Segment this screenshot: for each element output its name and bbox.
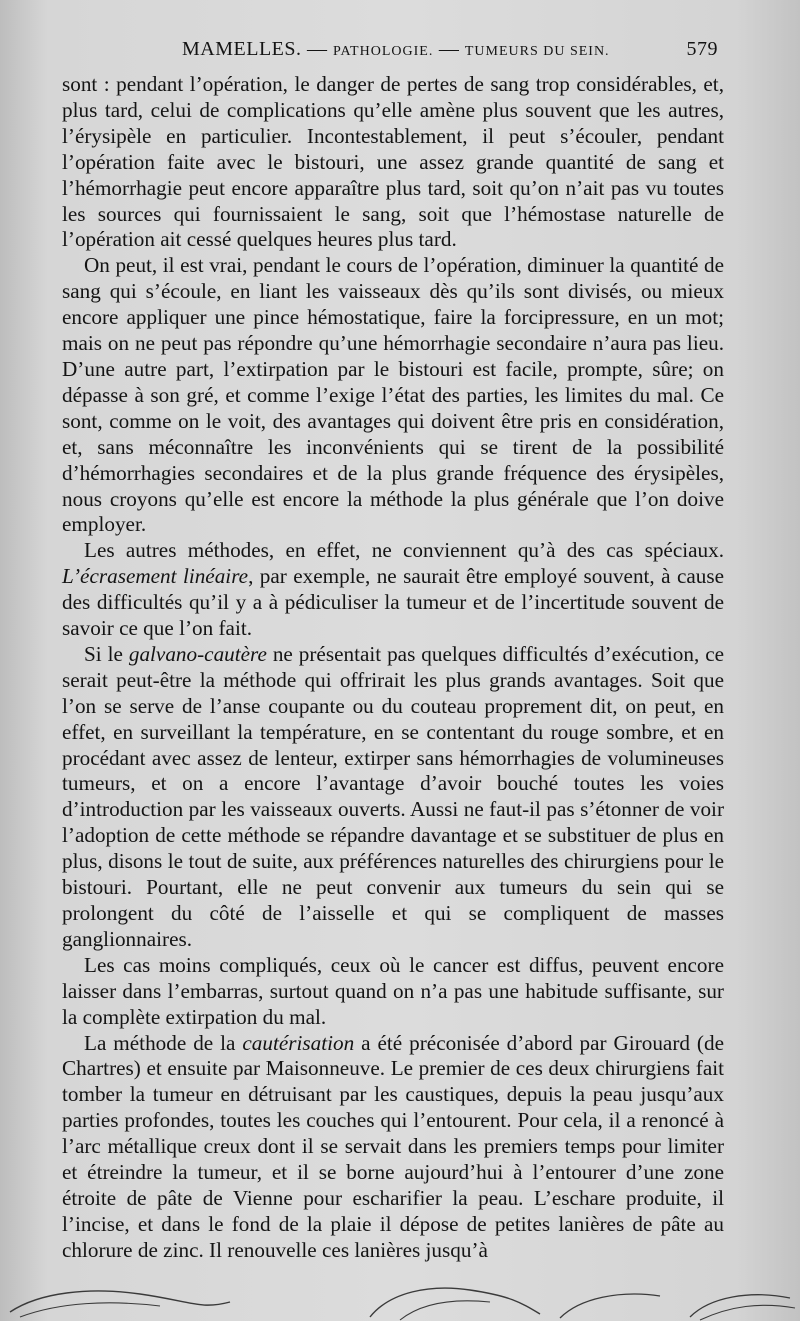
- header-dash-1: —: [301, 38, 333, 60]
- running-title: [182, 38, 610, 61]
- running-header: [62, 38, 718, 66]
- paragraph-4: [62, 642, 724, 953]
- paragraph-3-before: Les autres méthodes, en effet, ne conviennent qu’à des cas spéciaux.: [84, 538, 724, 563]
- paragraph-6-before: La méthode de la: [84, 1030, 243, 1055]
- paragraph-3-emphasis: L’écrasement linéaire: [62, 564, 249, 589]
- bottom-margin-marks: [0, 1262, 800, 1321]
- paragraph-3-after: , par exemple, ne saurait être employé souvent, à cause des difficultés qu’il y a à pédiculiser la tumeur et de l’incertitude souvent de savoir ce que l’on fait.: [62, 564, 724, 641]
- paragraph-6-emphasis: cautérisation: [242, 1030, 355, 1055]
- header-title-tumeurs: TUMEURS DU SEIN.: [464, 44, 610, 59]
- body-text: [62, 72, 724, 1264]
- header-dash-2: —: [433, 38, 465, 60]
- paragraph-4-after: ne présentait pas quelques difficultés d’exécution, ce serait peut-être la méthode qui offrirait les plus grands avantages. Soit que l’on se serve de l’anse coupante ou du couteau proprement dit, on peut, en effet, en surveillant la température, en se contentant du rouge sombre, et en procédant avec assez de lenteur, extirper sans hémorrhagies de volumineuses tumeurs, et on a encore l’avantage d’avoir bouché toutes les voies d’introduction par les vaisseaux ouverts. Aussi ne faut-il pas s’étonner de voir l’adoption de cette méthode se répandre davantage et se substituer de plus en plus, disons le tout de suite, aux préférences naturelles des chirurgiens pour le bistouri. Pourtant, elle ne peut convenir aux tumeurs du sein qui se prolongent du côté de l’aisselle et qui se compliquent de masses ganglionnaires.: [62, 641, 725, 951]
- header-title-pathologie: PATHOLOGIE.: [333, 44, 434, 59]
- header-title-caps: MAMELLES.: [182, 38, 302, 60]
- paragraph-5: Les cas moins compliqués, ceux où le cancer est diffus, peuvent encore laisser dans l’embarras, surtout quand on n’a pas une habitude suffisante, sur la complète extirpation du mal.: [62, 952, 724, 1029]
- paragraph-6-after: a été préconisée d’abord par Girouard (de Chartres) et ensuite par Maisonneuve. Le premier de ces deux chirurgiens fait tomber la tumeur en détruisant par les caustiques, depuis la peau jusqu’aux parties profondes, toutes les couches qui l’entourent. Pour cela, il a renoncé à l’arc métallique creux dont il se servait dans les premiers temps pour limiter et étreindre la tumeur, et il se borne aujourd’hui à l’entourer d’une zone étroite de pâte de Vienne pour escharifier la peau. L’eschare produite, il l’incise, et dans le fond de la plaie il dépose de petites lanières de pâte au chlorure de zinc. Il renouvelle ces lanières jusqu’à: [62, 1030, 724, 1262]
- paragraph-3: [62, 538, 724, 642]
- page-number: 579: [686, 38, 718, 60]
- paragraph-2: On peut, il est vrai, pendant le cours de l’opération, diminuer la quantité de sang qui s’écoule, en liant les vaisseaux dès qu’ils sont divisés, ou mieux encore appliquer une pince hémostatique, faire la forcipressure, en un mot; mais on ne peut pas répondre qu’une hémorrhagie secondaire n’aura pas lieu. D’une autre part, l’extirpation par le bistouri est facile, prompte, sûre; on dépasse à son gré, et comme l’exige l’état des parties, les limites du mal. Ce sont, comme on le voit, des avantages qui doivent être pris en considération, et, sans méconnaître les inconvénients qui se tirent de la possibilité d’hémorrhagies secondaires et de la plus grande fréquence des érysipèles, nous croyons qu’elle est encore la méthode la plus générale que l’on doive employer.: [62, 253, 724, 537]
- paragraph-4-before: Si le: [84, 641, 129, 666]
- paragraph-6: [62, 1031, 724, 1264]
- paragraph-1: sont : pendant l’opération, le danger de pertes de sang trop considérables, et, plus tard, celui de complications qu’elle amène plus souvent que les autres, l’érysipèle en particulier. Incontestablement, il peut s’écouler, pendant l’opération faite avec le bistouri, une assez grande quantité de sang et l’hémorrhagie peut encore apparaître plus tard, soit qu’on n’ait pas vu toutes les sources qui fournissaient le sang, soit que l’hémostase naturelle de l’opération ait cessé quelques heures plus tard.: [62, 72, 724, 252]
- paragraph-4-emphasis: galvano-cautère: [128, 641, 267, 666]
